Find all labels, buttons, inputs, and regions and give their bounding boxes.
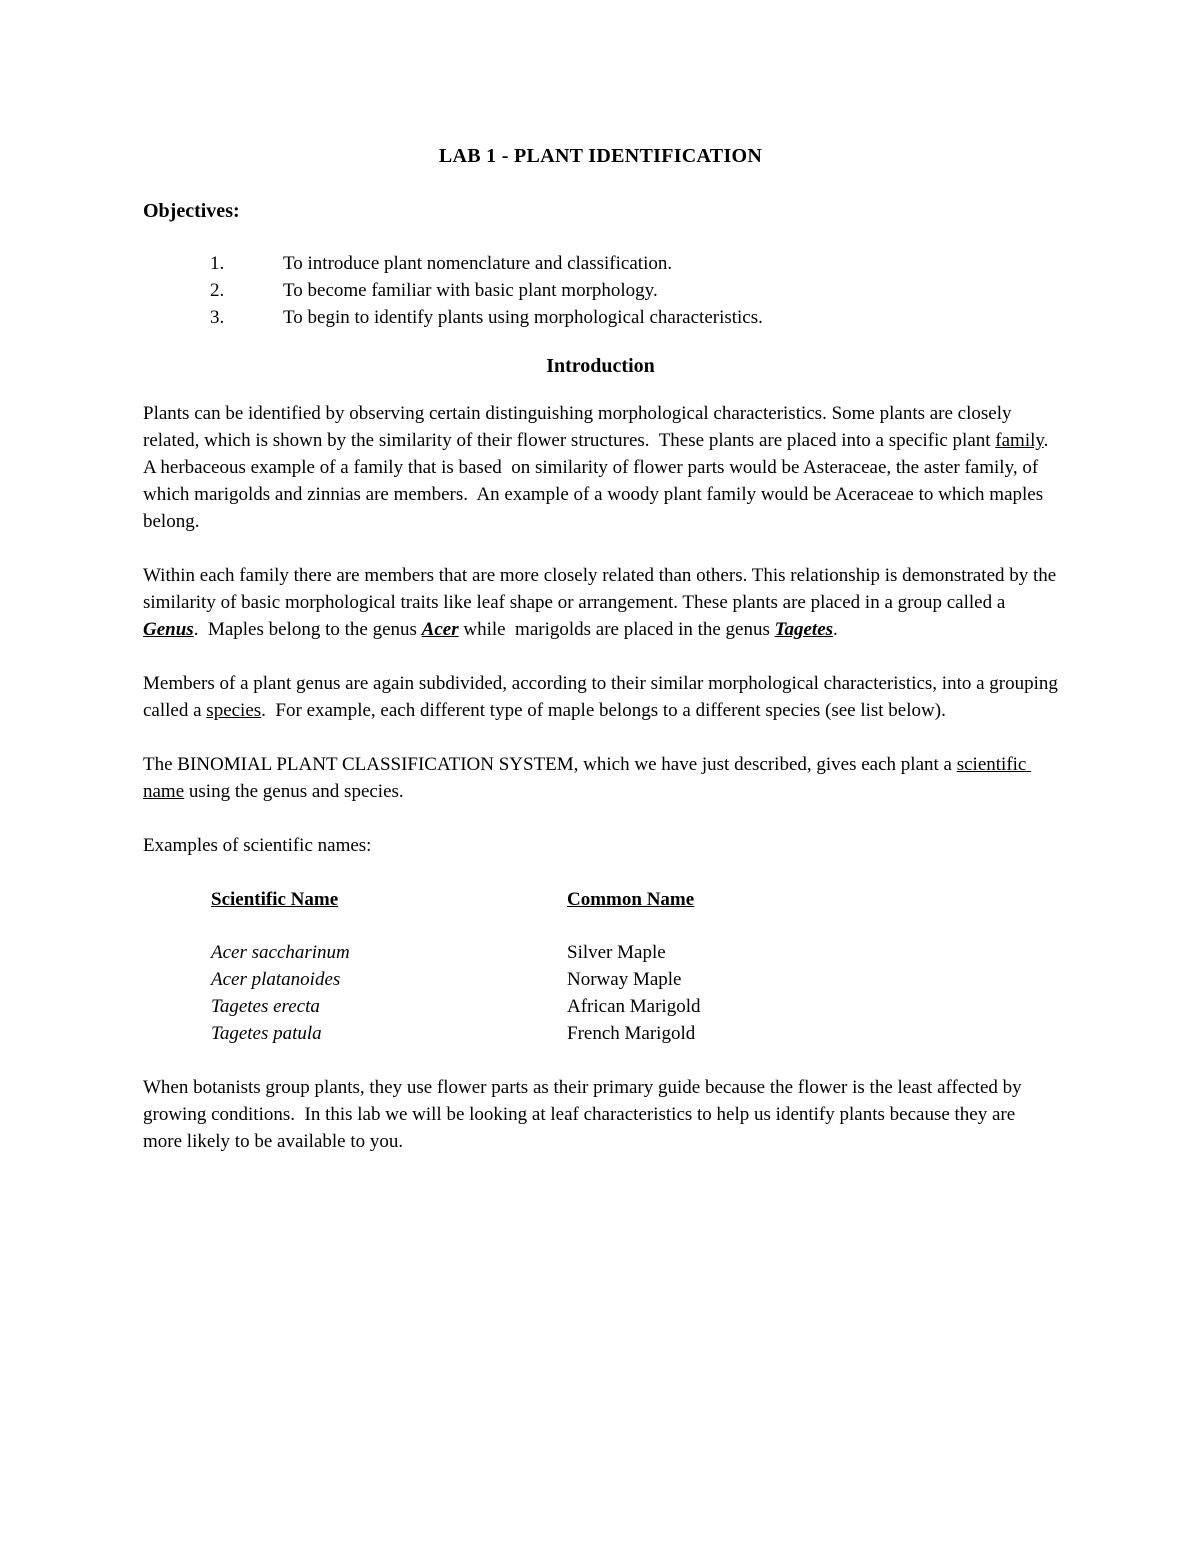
paragraph-text: . A herbaceous example of a family that is based on similarity of flower parts would be Asteraceae, the aster family, of which marigolds and zinnias are members. An example of a woody plant family would be Aceraceae to which maples belong. [143,430,1057,532]
common-name-header: Common Name [567,889,695,910]
objectives-list [143,250,1058,331]
scientific-name-cell: Acer platanoides [211,969,341,990]
paragraph-text: using the genus and species. [184,781,404,802]
scientific-name-header-cell [211,886,567,939]
common-name-header-cell [567,886,700,939]
paragraph-text: . Maples belong to the genus [193,619,422,640]
scientific-name-cell: Acer saccharinum [211,942,350,963]
intro-paragraph-binomial [143,751,1058,805]
term-acer: Acer [421,619,459,640]
table-row [211,966,700,993]
objective-text: To become familiar with basic plant morphology. [283,280,658,301]
intro-paragraph-genus [143,562,1061,643]
names-table-header [211,886,700,939]
names-table [211,886,700,1047]
common-name-cell: Silver Maple [567,942,666,963]
paragraph-text: while marigolds are placed in the genus [458,619,775,640]
table-row [211,993,700,1020]
names-table-body [211,939,700,1047]
scientific-name-cell: Tagetes erecta [211,996,320,1017]
introduction-heading: Introduction [546,355,655,377]
intro-paragraph-species [143,670,1063,724]
objectives-heading: Objectives: [143,200,240,222]
term-scientific-name: scientific name [143,754,1032,802]
common-name-cell: African Marigold [567,996,701,1017]
closing-paragraph: When botanists group plants, they use flower parts as their primary guide because the flower is the least affected by growing conditions. In this lab we will be looking at leaf characteristics to help us identify plants because they are more likely to be available to you. [143,1077,1027,1152]
table-row [211,939,700,966]
paragraph-text: Within each family there are members that are more closely related than others. This relationship is demonstrated by the similarity of basic morphological traits like leaf shape or arrangement. These plants are placed in a group called a [143,565,1061,613]
objective-number: 3. [210,307,225,328]
paragraph-text: The BINOMIAL PLANT CLASSIFICATION SYSTEM, which we have just described, gives each plant a [143,754,957,775]
term-tagetes: Tagetes [774,619,834,640]
term-family: family [995,430,1044,451]
scientific-name-cell: Tagetes patula [211,1023,322,1044]
objective-number: 2. [210,280,225,301]
scientific-name-header: Scientific Name [211,889,339,910]
term-species: species [206,700,262,721]
objective-item [210,277,1058,304]
paragraph-text: Members of a plant genus are again subdivided, according to their similar morphological characteristics, into a grouping called a [143,673,1063,721]
paragraph-text: . For example, each different type of maple belongs to a different species (see list below). [261,700,946,721]
common-name-cell: French Marigold [567,1023,696,1044]
intro-paragraph-family [143,400,1058,535]
objective-text: To begin to identify plants using morphological characteristics. [283,307,763,328]
objective-item [210,250,1058,277]
paragraph-text: Plants can be identified by observing certain distinguishing morphological characteristics. Some plants are closely related, which is shown by the similarity of their flower structures. These plants are placed into a specific plant [143,403,1017,451]
objective-number: 1. [210,253,225,274]
table-header-row [211,886,700,939]
examples-intro-line: Examples of scientific names: [143,835,372,856]
table-row [211,1020,700,1047]
paragraph-text: . [833,619,838,640]
objective-text: To introduce plant nomenclature and classification. [283,253,673,274]
common-name-cell: Norway Maple [567,969,682,990]
objective-item [210,304,1058,331]
document-title: LAB 1 - PLANT IDENTIFICATION [438,145,763,167]
term-genus: Genus [143,619,194,640]
